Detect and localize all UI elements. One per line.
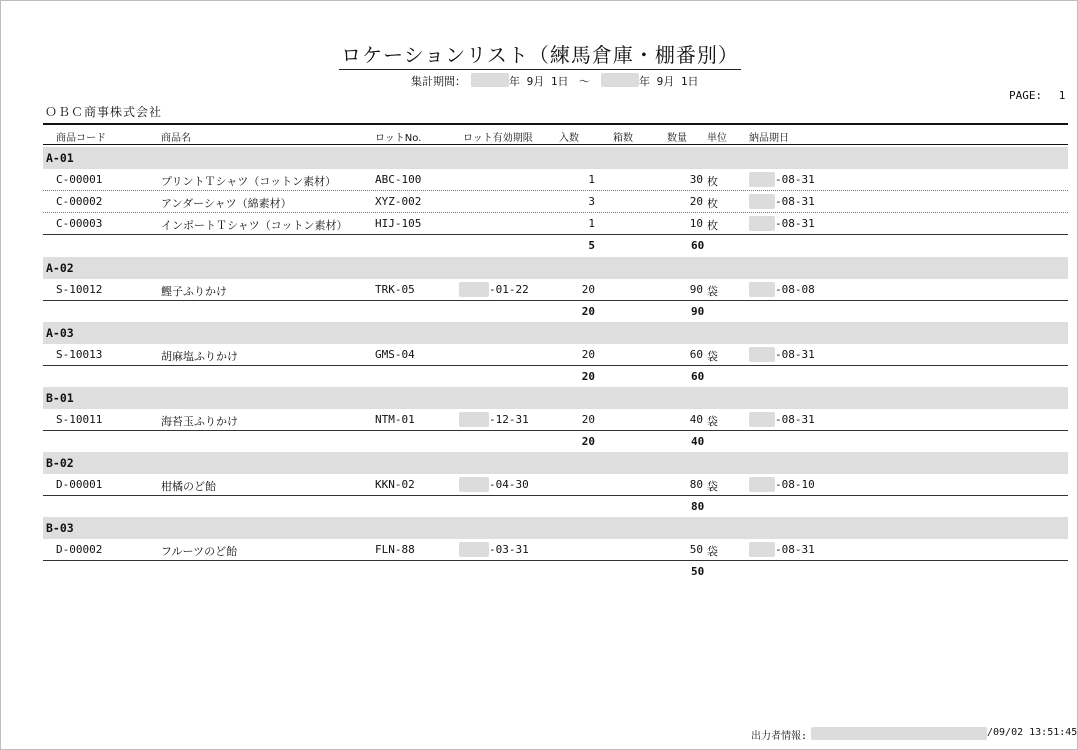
redacted-output-user <box>811 727 987 740</box>
item-lot: GMS-04 <box>375 348 415 361</box>
item-code: D-00002 <box>56 543 103 556</box>
item-qty: 10 <box>689 217 703 230</box>
item-lot: KKN-02 <box>375 478 415 491</box>
group-total-row <box>43 561 1068 583</box>
col-header-name: 商品名 <box>161 133 191 144</box>
header-bottom-rule <box>43 144 1068 145</box>
item-lot: TRK-05 <box>375 283 415 296</box>
item-code: C-00003 <box>56 217 103 230</box>
item-lot: NTM-01 <box>375 413 415 426</box>
redacted-expiry-year <box>459 477 489 492</box>
period-to: 年 9月 1日 <box>639 75 699 88</box>
group-total-row <box>43 366 1068 388</box>
item-delivery-date: -08-31 <box>775 217 815 230</box>
item-row <box>43 213 1068 235</box>
item-row <box>43 191 1068 213</box>
item-lot: XYZ-002 <box>375 195 422 208</box>
total-qty: 60 <box>691 239 705 252</box>
item-per-case: 1 <box>588 173 595 186</box>
total-qty: 90 <box>691 305 705 318</box>
item-delivery-date: -08-31 <box>775 348 815 361</box>
total-qty: 80 <box>691 500 705 513</box>
item-code: C-00001 <box>56 173 103 186</box>
total-qty: 40 <box>691 435 705 448</box>
item-unit: 枚 <box>707 219 718 232</box>
location-code: A-02 <box>46 261 74 275</box>
redacted-delivery-year <box>749 216 775 231</box>
item-code: C-00002 <box>56 195 103 208</box>
group-total-row <box>43 301 1068 323</box>
item-name: フルーツのど飴 <box>161 545 238 558</box>
item-unit: 袋 <box>707 415 718 428</box>
item-lot: HIJ-105 <box>375 217 422 230</box>
company-name: ＯＢＣ商事株式会社 <box>45 105 163 119</box>
header-top-rule <box>43 123 1068 125</box>
item-per-case: 20 <box>581 283 595 296</box>
location-code: B-03 <box>46 521 74 535</box>
item-delivery-date: -08-31 <box>775 173 815 186</box>
item-name: プリントＴシャツ（コットン素材） <box>161 175 337 188</box>
item-per-case: 20 <box>581 348 595 361</box>
col-header-qty: 数量 <box>667 133 687 144</box>
redacted-delivery-year <box>749 172 775 187</box>
total-qty: 50 <box>691 565 705 578</box>
item-delivery-date: -08-31 <box>775 195 815 208</box>
item-unit: 袋 <box>707 285 718 298</box>
item-delivery-date: -08-08 <box>775 283 815 296</box>
period-separator: ～ <box>579 75 590 88</box>
total-per-case: 20 <box>581 435 595 448</box>
item-expiry: -04-30 <box>489 478 529 491</box>
item-qty: 20 <box>689 195 703 208</box>
item-per-case: 3 <box>588 195 595 208</box>
item-unit: 枚 <box>707 197 718 210</box>
item-expiry: -03-31 <box>489 543 529 556</box>
output-label: 出力者情報: <box>751 731 808 742</box>
group-total-row <box>43 431 1068 453</box>
item-qty: 50 <box>689 543 703 556</box>
col-header-lot-expiry: ロット有効期限 <box>463 133 533 144</box>
location-group-header <box>43 257 1068 279</box>
item-code: D-00001 <box>56 478 103 491</box>
item-name: 鰹子ふりかけ <box>161 285 227 298</box>
item-per-case: 20 <box>581 413 595 426</box>
redacted-delivery-year <box>749 282 775 297</box>
item-row <box>43 344 1068 366</box>
item-code: S-10011 <box>56 413 103 426</box>
period-from: 年 9月 1日 <box>509 75 569 88</box>
item-code: S-10012 <box>56 283 103 296</box>
location-group-header <box>43 452 1068 474</box>
item-lot: ABC-100 <box>375 173 422 186</box>
item-qty: 80 <box>689 478 703 491</box>
col-header-code: 商品コード <box>56 133 106 144</box>
location-group-header <box>43 387 1068 409</box>
item-expiry: -12-31 <box>489 413 529 426</box>
item-unit: 袋 <box>707 350 718 363</box>
group-total-row <box>43 496 1068 518</box>
item-row <box>43 539 1068 561</box>
col-header-per-case: 入数 <box>559 133 579 144</box>
item-name: 胡麻塩ふりかけ <box>161 350 238 363</box>
redacted-year-from <box>471 73 509 87</box>
item-delivery-date: -08-31 <box>775 543 815 556</box>
page-label: PAGE: <box>1009 89 1043 102</box>
location-code: A-01 <box>46 151 74 165</box>
page-number <box>1009 89 1065 102</box>
redacted-delivery-year <box>749 412 775 427</box>
col-header-delivery: 納品期日 <box>749 133 789 144</box>
location-code: A-03 <box>46 326 74 340</box>
location-group-header <box>43 322 1068 344</box>
redacted-delivery-year <box>749 477 775 492</box>
item-name: インポートＴシャツ（コットン素材） <box>161 219 348 232</box>
total-per-case: 20 <box>581 370 595 383</box>
item-row <box>43 409 1068 431</box>
redacted-year-to <box>601 73 639 87</box>
group-total-row <box>43 235 1068 257</box>
output-timestamp: /09/02 13:51:45 <box>987 727 1078 738</box>
item-row <box>43 474 1068 496</box>
redacted-delivery-year <box>749 347 775 362</box>
redacted-expiry-year <box>459 282 489 297</box>
item-unit: 袋 <box>707 480 718 493</box>
redacted-delivery-year <box>749 194 775 209</box>
item-qty: 40 <box>689 413 703 426</box>
item-qty: 90 <box>689 283 703 296</box>
item-name: アンダーシャツ（綿素材） <box>161 197 292 210</box>
col-header-cases: 箱数 <box>613 133 633 144</box>
location-code: B-02 <box>46 456 74 470</box>
total-per-case: 5 <box>588 239 595 252</box>
redacted-expiry-year <box>459 542 489 557</box>
total-qty: 60 <box>691 370 705 383</box>
item-per-case: 1 <box>588 217 595 230</box>
col-header-lot: ロットNo. <box>375 133 422 144</box>
location-group-header <box>43 517 1068 539</box>
item-lot: FLN-88 <box>375 543 415 556</box>
item-code: S-10013 <box>56 348 103 361</box>
redacted-expiry-year <box>459 412 489 427</box>
item-qty: 60 <box>689 348 703 361</box>
page-value: 1 <box>1058 89 1066 102</box>
item-name: 海苔玉ふりかけ <box>161 415 238 428</box>
item-expiry: -01-22 <box>489 283 529 296</box>
col-header-unit: 単位 <box>707 133 727 144</box>
item-unit: 袋 <box>707 545 718 558</box>
report-title: ロケーションリスト（練馬倉庫・棚番別） <box>339 39 741 70</box>
item-row <box>43 279 1068 301</box>
item-delivery-date: -08-31 <box>775 413 815 426</box>
item-unit: 枚 <box>707 175 718 188</box>
item-delivery-date: -08-10 <box>775 478 815 491</box>
total-per-case: 20 <box>581 305 595 318</box>
period-label: 集計期間： <box>411 75 466 88</box>
redacted-delivery-year <box>749 542 775 557</box>
report-title-wrap <box>1 39 1078 70</box>
item-name: 柑橘のど飴 <box>161 480 216 493</box>
location-group-header <box>43 147 1068 169</box>
location-code: B-01 <box>46 391 74 405</box>
item-row <box>43 169 1068 191</box>
item-qty: 30 <box>689 173 703 186</box>
output-info <box>751 727 1078 742</box>
